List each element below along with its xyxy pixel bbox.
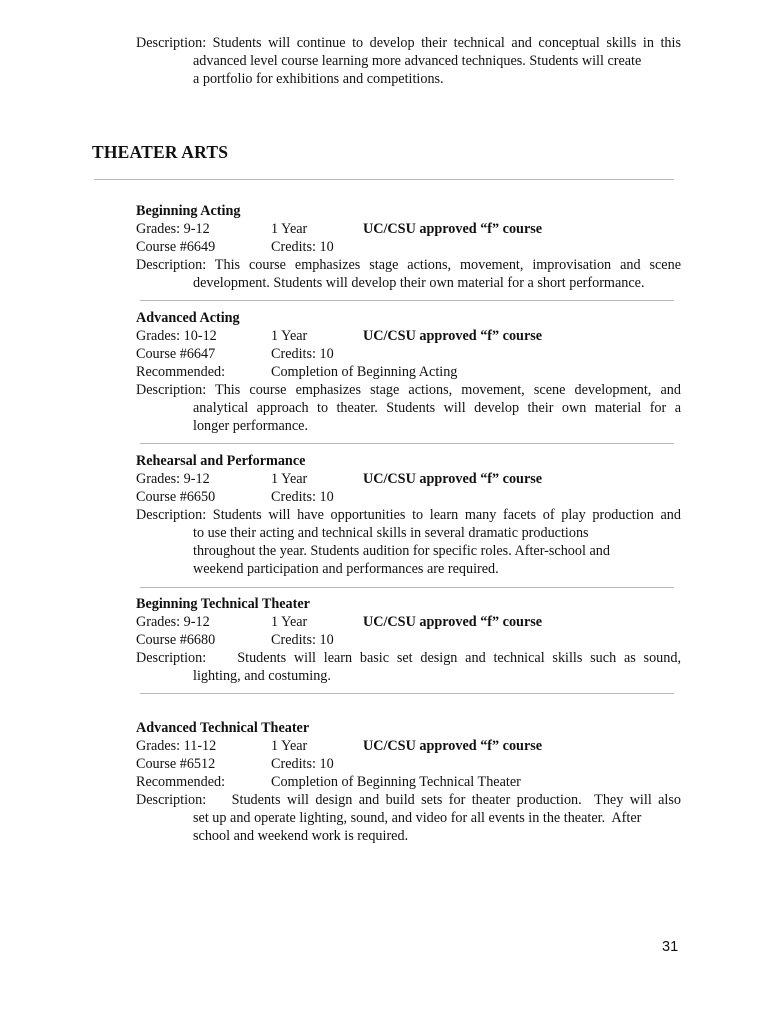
course-name: Advanced Acting bbox=[136, 310, 240, 326]
course-recommended-label: Recommended: bbox=[136, 364, 226, 380]
course-credits: Credits: 10 bbox=[271, 756, 334, 772]
course-description: development. Students will develop their own material for a short performance. bbox=[193, 275, 645, 291]
course-divider bbox=[140, 693, 674, 694]
course-approval: UC/CSU approved “f” course bbox=[363, 614, 543, 630]
course-number-row bbox=[136, 631, 681, 649]
course-grades-row bbox=[136, 220, 681, 238]
course-duration: 1 Year bbox=[271, 471, 308, 487]
course-description: lighting, and costuming. bbox=[193, 668, 331, 684]
course-beginning-technical-theater bbox=[136, 595, 681, 685]
course-number: Course #6647 bbox=[136, 346, 216, 362]
course-description: to use their acting and technical skills in several dramatic productions bbox=[193, 525, 589, 541]
course-divider bbox=[140, 300, 674, 301]
course-credits: Credits: 10 bbox=[271, 632, 334, 648]
section-title: THEATER ARTS bbox=[92, 142, 229, 162]
course-recommended-row bbox=[136, 773, 681, 791]
course-grades-row bbox=[136, 613, 681, 631]
course-description: Description: This course emphasizes stage actions, movement, improvisation and scene bbox=[136, 257, 681, 273]
course-description: throughout the year. Students audition for specific roles. After-school and bbox=[193, 543, 610, 559]
course-number: Course #6512 bbox=[136, 756, 216, 772]
course-number: Course #6649 bbox=[136, 239, 216, 255]
course-credits: Credits: 10 bbox=[271, 346, 334, 362]
course-advanced-acting bbox=[136, 309, 681, 435]
course-recommended-row bbox=[136, 363, 681, 381]
course-grades: Grades: 10-12 bbox=[136, 328, 217, 344]
course-approval: UC/CSU approved “f” course bbox=[363, 471, 543, 487]
course-duration: 1 Year bbox=[271, 738, 308, 754]
course-description: Description: This course emphasizes stage actions, movement, scene development, and bbox=[136, 382, 681, 398]
course-approval: UC/CSU approved “f” course bbox=[363, 738, 543, 754]
course-beginning-acting bbox=[136, 202, 681, 292]
course-description: Description: Students will design and build sets for theater production. They will also bbox=[136, 792, 681, 808]
intro-line: a portfolio for exhibitions and competitions. bbox=[193, 71, 444, 87]
course-grades: Grades: 9-12 bbox=[136, 614, 210, 630]
course-description: Description: Students will have opportunities to learn many facets of play production and bbox=[136, 507, 681, 523]
course-number: Course #6680 bbox=[136, 632, 216, 648]
course-divider bbox=[140, 587, 674, 588]
intro-line: Description: Students will continue to develop their technical and conceptual skills in this bbox=[136, 35, 681, 51]
course-number-row bbox=[136, 345, 681, 363]
course-description: analytical approach to theater. Students will develop their own material for a bbox=[193, 400, 681, 416]
course-description: Description: Students will learn basic set design and technical skills such as sound, bbox=[136, 650, 681, 666]
course-divider bbox=[140, 443, 674, 444]
course-advanced-technical-theater bbox=[136, 719, 681, 845]
course-grades-row bbox=[136, 737, 681, 755]
course-description: school and weekend work is required. bbox=[193, 828, 409, 844]
course-grades: Grades: 11-12 bbox=[136, 738, 217, 754]
section-divider bbox=[94, 179, 674, 180]
course-grades-row bbox=[136, 470, 681, 488]
course-recommended-label: Recommended: bbox=[136, 774, 226, 790]
page-number: 31 bbox=[662, 939, 679, 955]
course-number-row bbox=[136, 755, 681, 773]
course-duration: 1 Year bbox=[271, 328, 308, 344]
course-rehearsal-performance bbox=[136, 452, 681, 578]
course-number-row bbox=[136, 488, 681, 506]
course-grades: Grades: 9-12 bbox=[136, 471, 210, 487]
course-credits: Credits: 10 bbox=[271, 239, 334, 255]
course-grades-row bbox=[136, 327, 681, 345]
course-duration: 1 Year bbox=[271, 614, 308, 630]
course-name: Beginning Acting bbox=[136, 203, 241, 219]
course-description: set up and operate lighting, sound, and video for all events in the theater. After bbox=[193, 810, 642, 826]
intro-line: advanced level course learning more advanced techniques. Students will create bbox=[193, 53, 642, 69]
course-credits: Credits: 10 bbox=[271, 489, 334, 505]
course-approval: UC/CSU approved “f” course bbox=[363, 328, 543, 344]
course-name: Rehearsal and Performance bbox=[136, 453, 306, 469]
course-description: longer performance. bbox=[193, 418, 309, 434]
course-recommended-value: Completion of Beginning Technical Theater bbox=[271, 774, 521, 790]
course-number-row bbox=[136, 238, 681, 256]
course-name: Beginning Technical Theater bbox=[136, 596, 310, 612]
course-name: Advanced Technical Theater bbox=[136, 720, 310, 736]
course-recommended-value: Completion of Beginning Acting bbox=[271, 364, 458, 380]
course-duration: 1 Year bbox=[271, 221, 308, 237]
course-approval: UC/CSU approved “f” course bbox=[363, 221, 543, 237]
intro-description bbox=[136, 34, 681, 88]
course-number: Course #6650 bbox=[136, 489, 216, 505]
course-description: weekend participation and performances are required. bbox=[193, 561, 499, 577]
course-grades: Grades: 9-12 bbox=[136, 221, 210, 237]
